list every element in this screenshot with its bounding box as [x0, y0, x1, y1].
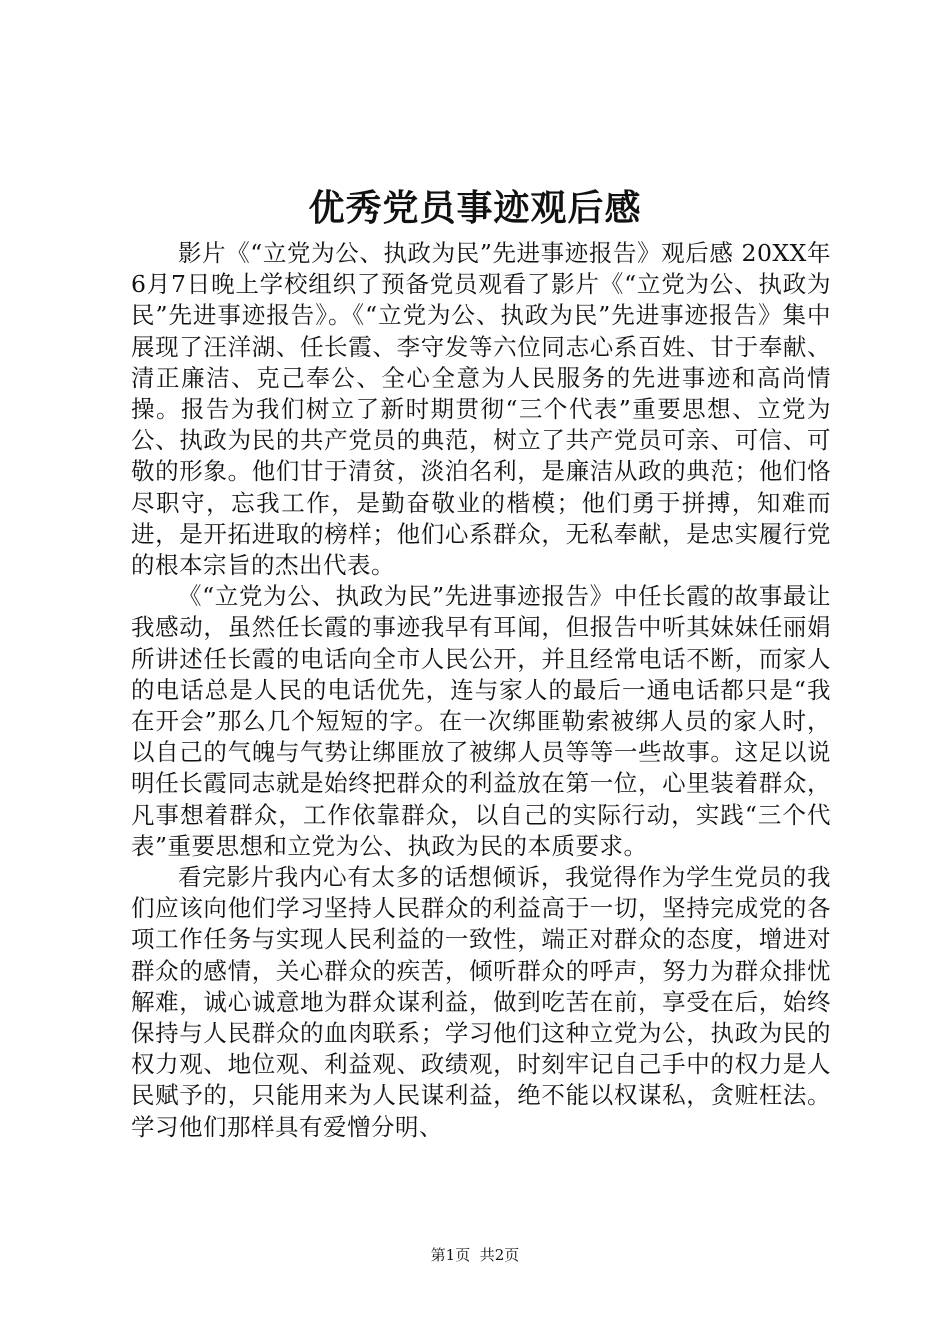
page-footer	[0, 1245, 950, 1265]
paragraph-3: 看完影片我内心有太多的话想倾诉，我觉得作为学生党员的我们应该向他们学习坚持人民群众的利益高于一切，坚持完成党的各项工作任务与实现人民利益的一致性，端正对群众的态度，增进对群众的感情，关心群众的疾苦，倾听群众的呼声，努力为群众排忧解难，诚心诚意地为群众谋利益，做到吃苦在前，享受在后，始终保持与人民群众的血肉联系；学习他们这种立党为公，执政为民的权力观、地位观、利益观、政绩观，时刻牢记自己手中的权力是人民赋予的，只能用来为人民谋利益，绝不能以权谋私，贪赃枉法。学习他们那样具有爱憎分明、	[131, 863, 831, 1141]
page-total: 共2页	[479, 1246, 520, 1264]
document-body	[131, 238, 831, 1143]
paragraph-1: 影片《“立党为公、执政为民”先进事迹报告》观后感 20XX年6月7日晚上学校组织了预备党员观看了影片《“立党为公、执政为民”先进事迹报告》。《“立党为公、执政为民”先进事迹报告》集中展现了汪洋湖、任长霞、李守发等六位同志心系百姓、甘于奉献、清正廉洁、克己奉公、全心全意为人民服务的先进事迹和高尚情操。报告为我们树立了新时期贯彻“三个代表”重要思想、立党为公、执政为民的共产党员的典范，树立了共产党员可亲、可信、可敬的形象。他们甘于清贫，淡泊名利，是廉洁从政的典范；他们恪尽职守，忘我工作，是勤奋敬业的楷模；他们勇于拼搏，知难而进，是开拓进取的榜样；他们心系群众，无私奉献，是忠实履行党的根本宗旨的杰出代表。	[131, 239, 831, 580]
page-number: 第1页	[430, 1246, 471, 1264]
document-title: 优秀党员事迹观后感	[308, 187, 642, 229]
paragraph-2: 《“立党为公、执政为民”先进事迹报告》中任长霞的故事最让我感动，虽然任长霞的事迹我早有耳闻，但报告中听其妹妹任丽娟所讲述任长霞的电话向全市人民公开，并且经常电话不断，而家人的电话总是人民的电话优先，连与家人的最后一通电话都只是“我在开会”那么几个短短的字。在一次绑匪勒索被绑人员的家人时，以自己的气魄与气势让绑匪放了被绑人员等等一些故事。这足以说明任长霞同志就是始终把群众的利益放在第一位，心里装着群众，凡事想着群众，工作依靠群众，以自己的实际行动，实践“三个代表”重要思想和立党为公、执政为民的本质要求。	[131, 582, 831, 860]
